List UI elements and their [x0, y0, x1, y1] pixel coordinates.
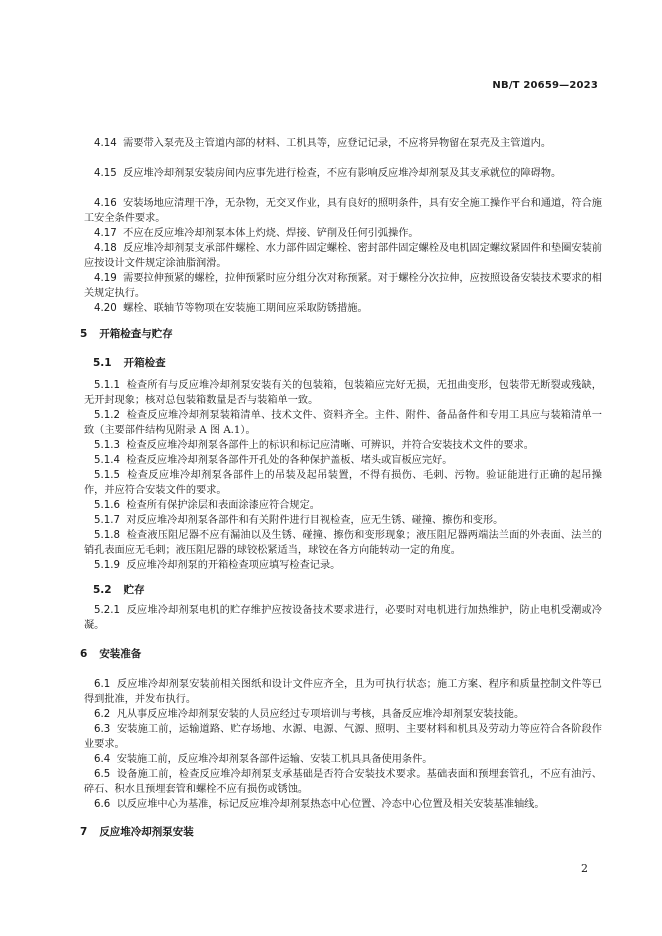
- clause-4-17: [84, 226, 602, 241]
- section-title: 开箱检查与贮存: [99, 328, 173, 340]
- subsection-title: 贮存: [123, 584, 145, 596]
- clause-number: 5.1.2: [94, 410, 120, 421]
- page-number: 2: [581, 862, 588, 875]
- clause-number: 6.2: [94, 709, 111, 720]
- clause-text: 检查反应堆冷却剂泵各部件开孔处的各种保护盖板、堵头或盲板应完好。: [126, 455, 453, 466]
- clause-text: 不应在反应堆冷却剂泵本体上灼烧、焊接、铲削及任何引弧操作。: [123, 228, 419, 239]
- clause-5-1-1: [84, 378, 602, 408]
- standard-number-header: NB/T 20659—2023: [492, 80, 598, 91]
- clause-number: 5.1.6: [94, 500, 120, 511]
- clause-number: 5.2.1: [94, 605, 120, 616]
- clause-text: 安装场地应清理干净，无杂物，无交叉作业，具有良好的照明条件，具有安全施工操作平台和通道，符合施工安全条件要求。: [84, 198, 602, 224]
- clause-number: 4.18: [94, 243, 117, 254]
- clause-number: 5.1.5: [94, 470, 120, 481]
- section-title: 安装准备: [99, 648, 142, 660]
- clause-number: 4.17: [94, 228, 117, 239]
- section-title: 反应堆冷却剂泵安装: [99, 826, 194, 838]
- clause-4-18: [84, 241, 602, 271]
- section-number: 5: [80, 328, 88, 340]
- clause-4-19: [84, 271, 602, 301]
- clause-5-1-9: [84, 558, 602, 573]
- clause-number: 5.1.7: [94, 515, 120, 526]
- clause-text: 反应堆冷却剂泵支承部件螺栓、水力部件固定螺栓、密封部件固定螺栓及电机固定螺纹紧固件和垫圈安装前应按设计文件规定涂油脂润滑。: [84, 243, 602, 269]
- section-heading-6: [80, 647, 141, 662]
- clause-text: 检查所有与反应堆冷却剂泵安装有关的包装箱，包装箱应完好无损，无扭曲变形，包装带无断裂或残缺，无开封现象；核对总包装箱数量是否与装箱单一致。: [84, 380, 602, 406]
- clause-5-1-3: [84, 438, 602, 453]
- clause-text: 检查所有保护涂层和表面涂漆应符合规定。: [126, 500, 320, 511]
- clause-text: 反应堆冷却剂泵安装房间内应事先进行检查，不应有影响反应堆冷却剂泵及其支承就位的障碍物。: [123, 168, 562, 179]
- clause-4-15: [84, 166, 602, 181]
- clause-text: 反应堆冷却剂泵安装前相关图纸和设计文件应齐全，且为可执行状态；施工方案、程序和质量控制文件等已得到批准，并发布执行。: [84, 679, 602, 705]
- clause-text: 检查反应堆冷却剂泵装箱清单、技术文件、资料齐全。主件、附件、备品备件和专用工具应与装箱清单一致（主要部件结构见附录 A 图 A.1）。: [84, 410, 602, 436]
- clause-5-1-6: [84, 498, 602, 513]
- clause-text: 反应堆冷却剂泵的开箱检查项应填写检查记录。: [126, 560, 341, 571]
- clause-number: 6.5: [94, 769, 111, 780]
- subsection-heading-5-1: [93, 356, 166, 371]
- section-number: 7: [80, 826, 88, 838]
- clause-number: 6.3: [94, 724, 111, 735]
- clause-6-4: [84, 752, 602, 767]
- clause-number: 4.20: [94, 303, 117, 314]
- clause-6-6: [84, 797, 602, 812]
- clause-4-16: [84, 196, 602, 226]
- clause-text: 凡从事反应堆冷却剂泵安装的人员应经过专项培训与考核，具备反应堆冷却剂泵安装技能。: [116, 709, 525, 720]
- clause-number: 4.15: [94, 168, 117, 179]
- clause-5-1-4: [84, 453, 602, 468]
- clause-5-1-2: [84, 408, 602, 438]
- clause-number: 5.1.8: [94, 530, 120, 541]
- clause-4-14: [84, 136, 602, 151]
- clause-text: 需要拉伸预紧的螺栓，拉伸预紧时应分组分次对称预紧。对于螺栓分次拉伸，应按照设备安装技术要求的相关规定执行。: [84, 273, 602, 299]
- subsection-heading-5-2: [93, 583, 145, 598]
- section-heading-5: [80, 327, 173, 342]
- clause-text: 设备施工前，检查反应堆冷却剂泵支承基础是否符合安装技术要求。基础表面和预埋套管孔，不应有油污、碎石、积水且预埋套管和螺栓不应有损伤或锈蚀。: [84, 769, 602, 795]
- clause-text: 以反应堆中心为基准，标记反应堆冷却剂泵热态中心位置、冷态中心位置及相关安装基准轴线。: [116, 799, 545, 810]
- subsection-number: 5.2: [93, 584, 112, 596]
- clause-5-2-1: [84, 603, 602, 633]
- clause-4-20: [84, 301, 602, 316]
- clause-number: 4.19: [94, 273, 117, 284]
- subsection-number: 5.1: [93, 357, 112, 369]
- clause-number: 5.1.3: [94, 440, 120, 451]
- clause-number: 5.1.9: [94, 560, 120, 571]
- clause-6-1: [84, 677, 602, 707]
- clause-5-1-7: [84, 513, 602, 528]
- clause-text: 需要带入泵壳及主管道内部的材料、工机具等，应登记记录，不应将异物留在泵壳及主管道内。: [123, 138, 552, 149]
- clause-text: 螺栓、联轴节等物项在安装施工期间应采取防锈措施。: [123, 303, 368, 314]
- clause-number: 4.14: [94, 138, 117, 149]
- clause-text: 安装施工前，反应堆冷却剂泵各部件运输、安装工机具具备使用条件。: [116, 754, 433, 765]
- clause-text: 对反应堆冷却剂泵各部件和有关附件进行目视检查，应无生锈、碰撞、擦伤和变形。: [126, 515, 504, 526]
- clause-text: 检查反应堆冷却剂泵各部件上的标识和标记应清晰、可辨识，并符合安装技术文件的要求。: [126, 440, 534, 451]
- clause-number: 6.4: [94, 754, 111, 765]
- clause-text: 检查液压阻尼器不应有漏油以及生锈、碰撞、擦伤和变形现象；液压阻尼器两端法兰面的外表面、法兰的销孔表面应无毛刺；液压阻尼器的球铰松紧适当，球铰在各方向能转动一定的角度。: [84, 530, 602, 556]
- clause-number: 5.1.4: [94, 455, 120, 466]
- clause-number: 6.1: [94, 679, 111, 690]
- clause-number: 4.16: [94, 198, 117, 209]
- clause-6-3: [84, 722, 602, 752]
- clause-number: 6.6: [94, 799, 111, 810]
- clause-6-5: [84, 767, 602, 797]
- clause-6-2: [84, 707, 602, 722]
- clause-text: 检查反应堆冷却剂泵各部件上的吊装及起吊装置，不得有损伤、毛刺、污物。验证能进行正确的起吊操作，并应符合安装文件的要求。: [84, 470, 602, 496]
- clause-5-1-8: [84, 528, 602, 558]
- clause-5-1-5: [84, 468, 602, 498]
- section-number: 6: [80, 648, 88, 660]
- clause-text: 反应堆冷却剂泵电机的贮存维护应按设备技术要求进行，必要时对电机进行加热维护，防止电机受潮或冷凝。: [84, 605, 602, 631]
- section-heading-7: [80, 825, 194, 840]
- clause-number: 5.1.1: [94, 380, 120, 391]
- clause-text: 安装施工前，运输道路、贮存场地、水源、电源、气源、照明、主要材料和机具及劳动力等应符合各阶段作业要求。: [84, 724, 602, 750]
- subsection-title: 开箱检查: [123, 357, 166, 369]
